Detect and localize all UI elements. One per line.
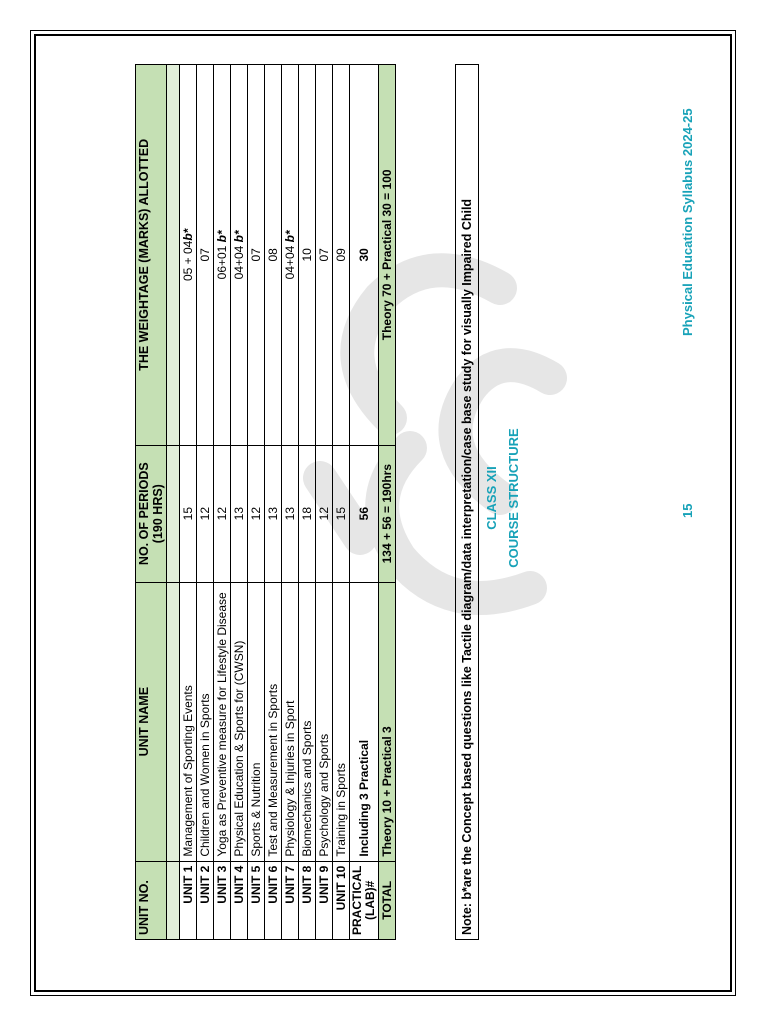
- unit-periods: 12: [197, 445, 214, 582]
- table-row: [282, 65, 299, 940]
- table-row: [248, 65, 265, 940]
- unit-number: UNIT 3: [214, 861, 231, 939]
- table-row: [180, 65, 197, 940]
- unit-name: Training in Sports: [333, 582, 350, 861]
- total-row: [379, 65, 396, 940]
- total-periods: 134 + 56 = 190hrs: [379, 445, 396, 582]
- unit-weightage: 08: [265, 65, 282, 446]
- unit-number: UNIT 8: [299, 861, 316, 939]
- table-spacer-row: [167, 65, 180, 940]
- unit-weightage: 06+01 b*: [214, 65, 231, 446]
- unit-number: UNIT 6: [265, 861, 282, 939]
- unit-periods: 18: [299, 445, 316, 582]
- unit-name: Psychology and Sports: [316, 582, 333, 861]
- table-row: [214, 65, 231, 940]
- practical-weightage: 30: [350, 65, 379, 446]
- page-number: 15: [680, 503, 695, 518]
- unit-name: Physical Education & Sports for (CWSN): [231, 582, 248, 861]
- table-row: [231, 65, 248, 940]
- unit-periods: 13: [282, 445, 299, 582]
- unit-periods: 15: [180, 445, 197, 582]
- unit-periods: 12: [214, 445, 231, 582]
- table-row: [299, 65, 316, 940]
- unit-periods: 13: [231, 445, 248, 582]
- table-row: [265, 65, 282, 940]
- unit-number: UNIT 9: [316, 861, 333, 939]
- header-unit-no: UNIT NO.: [136, 861, 167, 939]
- class-heading: CLASS XII: [484, 466, 499, 530]
- table-header-row: [136, 65, 167, 940]
- header-weightage: THE WEIGHTAGE (MARKS) ALLOTTED: [136, 65, 167, 446]
- unit-weightage: 04+04 b*: [231, 65, 248, 446]
- unit-number: UNIT 5: [248, 861, 265, 939]
- unit-number: UNIT 2: [197, 861, 214, 939]
- course-structure-heading: COURSE STRUCTURE: [506, 428, 521, 568]
- unit-periods: 15: [333, 445, 350, 582]
- unit-weightage: 07: [316, 65, 333, 446]
- unit-name: Management of Sporting Events: [180, 582, 197, 861]
- practical-unit-number: PRACTICAL (LAB)#: [350, 861, 379, 939]
- unit-name: Sports & Nutrition: [248, 582, 265, 861]
- unit-periods: 12: [248, 445, 265, 582]
- syllabus-footer-title: Physical Education Syllabus 2024-25: [680, 108, 695, 336]
- unit-name: Physiology & Injuries in Sport: [282, 582, 299, 861]
- header-unit-name: UNIT NAME: [136, 582, 167, 861]
- unit-name: Biomechanics and Sports: [299, 582, 316, 861]
- table-row: [333, 65, 350, 940]
- practical-row: [350, 65, 379, 940]
- unit-weightage: 04+04 b*: [282, 65, 299, 446]
- total-weightage: Theory 70 + Practical 30 = 100: [379, 65, 396, 446]
- table-note: Note: b*are the Concept based questions like Tactile diagram/data interpretation/case base study for visually Impaired Child: [455, 64, 479, 940]
- total-name: Theory 10 + Practical 3: [379, 582, 396, 861]
- unit-name: Children and Women in Sports: [197, 582, 214, 861]
- unit-number: UNIT 7: [282, 861, 299, 939]
- unit-number: UNIT 10: [333, 861, 350, 939]
- practical-periods: 56: [350, 445, 379, 582]
- unit-periods: 13: [265, 445, 282, 582]
- unit-number: UNIT 1: [180, 861, 197, 939]
- unit-weightage: 07: [197, 65, 214, 446]
- total-label: TOTAL: [379, 861, 396, 939]
- unit-weightage: 10: [299, 65, 316, 446]
- unit-number: UNIT 4: [231, 861, 248, 939]
- course-structure-table: [135, 64, 396, 940]
- practical-name: Including 3 Practical: [350, 582, 379, 861]
- unit-weightage: 07: [248, 65, 265, 446]
- unit-weightage: 09: [333, 65, 350, 446]
- unit-periods: 12: [316, 445, 333, 582]
- unit-weightage: 05 + 04b*: [180, 65, 197, 446]
- table-row: [197, 65, 214, 940]
- rotated-page: [80, 48, 720, 948]
- unit-name: Yoga as Preventive measure for Lifestyle Disease: [214, 582, 231, 861]
- header-periods: NO. OF PERIODS (190 HRS): [136, 445, 167, 582]
- table-row: [316, 65, 333, 940]
- unit-name: Test and Measurement in Sports: [265, 582, 282, 861]
